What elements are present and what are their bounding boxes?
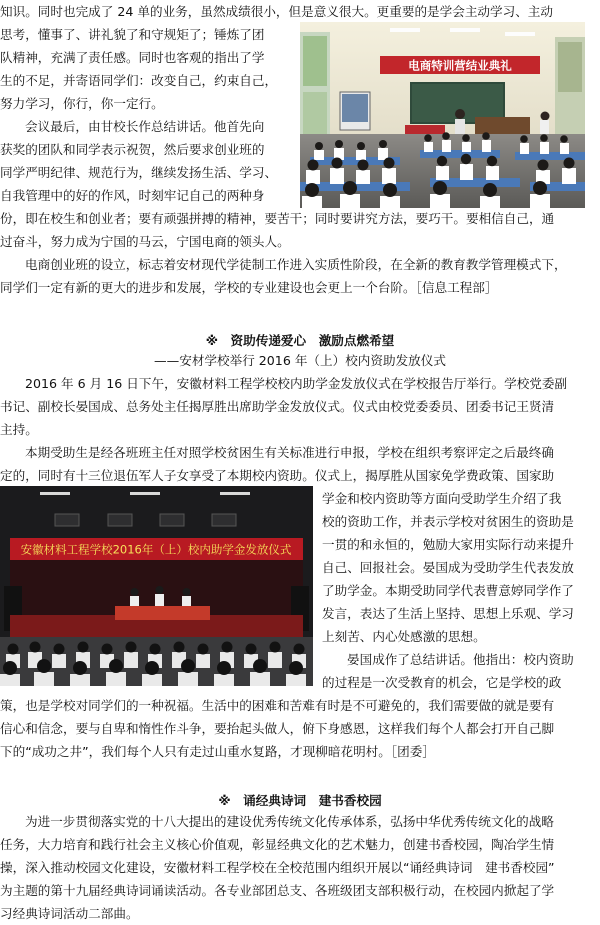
text-line: 信心和信念，要与自卑和惰性作斗争，要抬起头做人，俯下身感恩，这样我们每个人都会打开自己脚 [0, 721, 555, 736]
text-line: 自己、回报社会。晏国成为受助学生代表发放 [322, 560, 574, 575]
text-line: 主持。 [0, 422, 38, 437]
text-line: 份，即在校生和创业者；要有顽强拼搏的精神，要苦干；同时要讲究方法，要巧干。要相信自己，通 [0, 211, 555, 226]
text-line: 为进一步贯彻落实党的十八大提出的建设优秀传统文化传承体系，弘扬中华优秀传统文化的战略 [25, 814, 554, 829]
paragraph-intro [0, 0, 596, 23]
text-line: 自我管理中的好的作风，时刻牢记自己的两种身 [0, 188, 265, 203]
photo-funding-ceremony [0, 486, 313, 686]
text-line: 策，也是学校对同学们的一种祝福。生活中的困难和苦难有时是不可避免的，我们需要做的就是要有 [0, 698, 555, 713]
text-line: 同学们一定有新的更大的进步和发展，学校的专业建设也会更上一个台阶。［信息工程部］ [0, 280, 498, 295]
auditorium-photo [0, 486, 313, 686]
classroom-photo [300, 22, 585, 208]
text-line: 同学严明纪律、规范行为，继续发扬生活、学习、 [0, 165, 278, 180]
text-line: 过奋斗，努力成为宁国的马云，宁国电商的领头人。 [0, 234, 290, 249]
text-line: 发言，表达了生活上坚持、思想上乐观、学习 [322, 606, 574, 621]
text-line: 了助学金。本期受助同学代表曹意婷同学作了 [322, 583, 574, 598]
text-line: 为主题的第十九届经典诗词诵读活动。各专业部团总支、各班级团支部积极行动，在校园内掀起了学 [0, 883, 555, 898]
text-line: 校的资助工作，并表示学校对贫困生的资助是 [322, 514, 574, 529]
text-line: 会议最后，由甘校长作总结讲话。他首先向 [25, 119, 265, 134]
section-title-funding: ※ 资助传递爱心 激励点燃希望 [205, 333, 395, 348]
text-line: 一贯的和永恒的，勉励大家用实际行动来提升 [322, 537, 574, 552]
text-line: 思考，懂事了、讲礼貌了和守规矩了；锤炼了团 [0, 27, 265, 42]
photo-graduation-ceremony [300, 22, 585, 208]
section-title-poetry: ※ 诵经典诗词 建书香校园 [218, 793, 382, 808]
paragraph-funding-1 [0, 372, 596, 487]
photo-banner-text: 电商特训营结业典礼 [408, 58, 512, 73]
paragraph-summary [0, 207, 596, 299]
paragraph-intro-wrap [0, 23, 296, 207]
text-line: 知识。同时也完成了 24 单的业务，虽然成绩很小，但是意义很大。更重要的是学会主动学习、主动 [0, 4, 553, 19]
text-line: 习经典诗词活动二部曲。 [0, 906, 139, 921]
text-line: 书记、副校长晏国成、总务处主任揭厚胜出席助学金发放仪式。仪式由校党委委员、团委书记王贤清 [0, 399, 555, 414]
text-line: 定的，同时有十三位退伍军人子女享受了本期校内资助。仪式上，揭厚胜从国家免学费政策、国家助 [0, 468, 555, 483]
text-line: 获奖的团队和同学表示祝贺，然后要求创业班的 [0, 142, 265, 157]
paragraph-funding-summary [0, 694, 596, 763]
text-line: 努力学习，你行，你一定行。 [0, 96, 164, 111]
text-line: 任务，大力培育和践行社会主义核心价值观，彰显经典文化的艺术魅力，创建书香校园，陶冶学生情 [0, 837, 555, 852]
text-line: 队精神，充满了责任感。同时也客观的指出了学 [0, 50, 265, 65]
text-line: 本期受助生是经各班班主任对照学校贫困生有关标准进行申报，学校在组织考察评定之后最终确 [25, 445, 554, 460]
paragraph-funding-wrap [322, 487, 596, 694]
text-line: 电商创业班的设立，标志着安材现代学徒制工作进入实质性阶段，在全新的教育教学管理模式下， [25, 257, 567, 272]
paragraph-poetry [0, 810, 596, 925]
section-subtitle-funding: ——安材学校举行 2016 年（上）校内资助发放仪式 [154, 353, 446, 368]
text-line: 的过程是一次受教育的机会，它是学校的政 [322, 675, 562, 690]
text-line: 下的“成功之井”，我们每个人只有走过山重水复路，才现柳暗花明村。［团委］ [0, 744, 435, 759]
text-line: 2016 年 6 月 16 日下午，安徽材料工程学校校内助学金发放仪式在学校报告厅举行。学校党委副 [25, 376, 568, 391]
text-line: 生的不足，并寄语同学们：改变自己，约束自己， [0, 73, 278, 88]
photo-banner-text: 安徽材料工程学校2016年（上）校内助学金发放仪式 [20, 542, 292, 557]
text-line: 操，深入推动校园文化建设，安徽材料工程学校在全校范围内组织开展以“诵经典诗词 建书香校园” [0, 860, 555, 875]
text-line: 晏国成作了总结讲话。他指出：校内资助 [347, 652, 574, 667]
text-line: 上刻苦、内心处感激的思想。 [322, 629, 486, 644]
text-line: 学金和校内资助等方面向受助学生介绍了我 [322, 491, 562, 506]
